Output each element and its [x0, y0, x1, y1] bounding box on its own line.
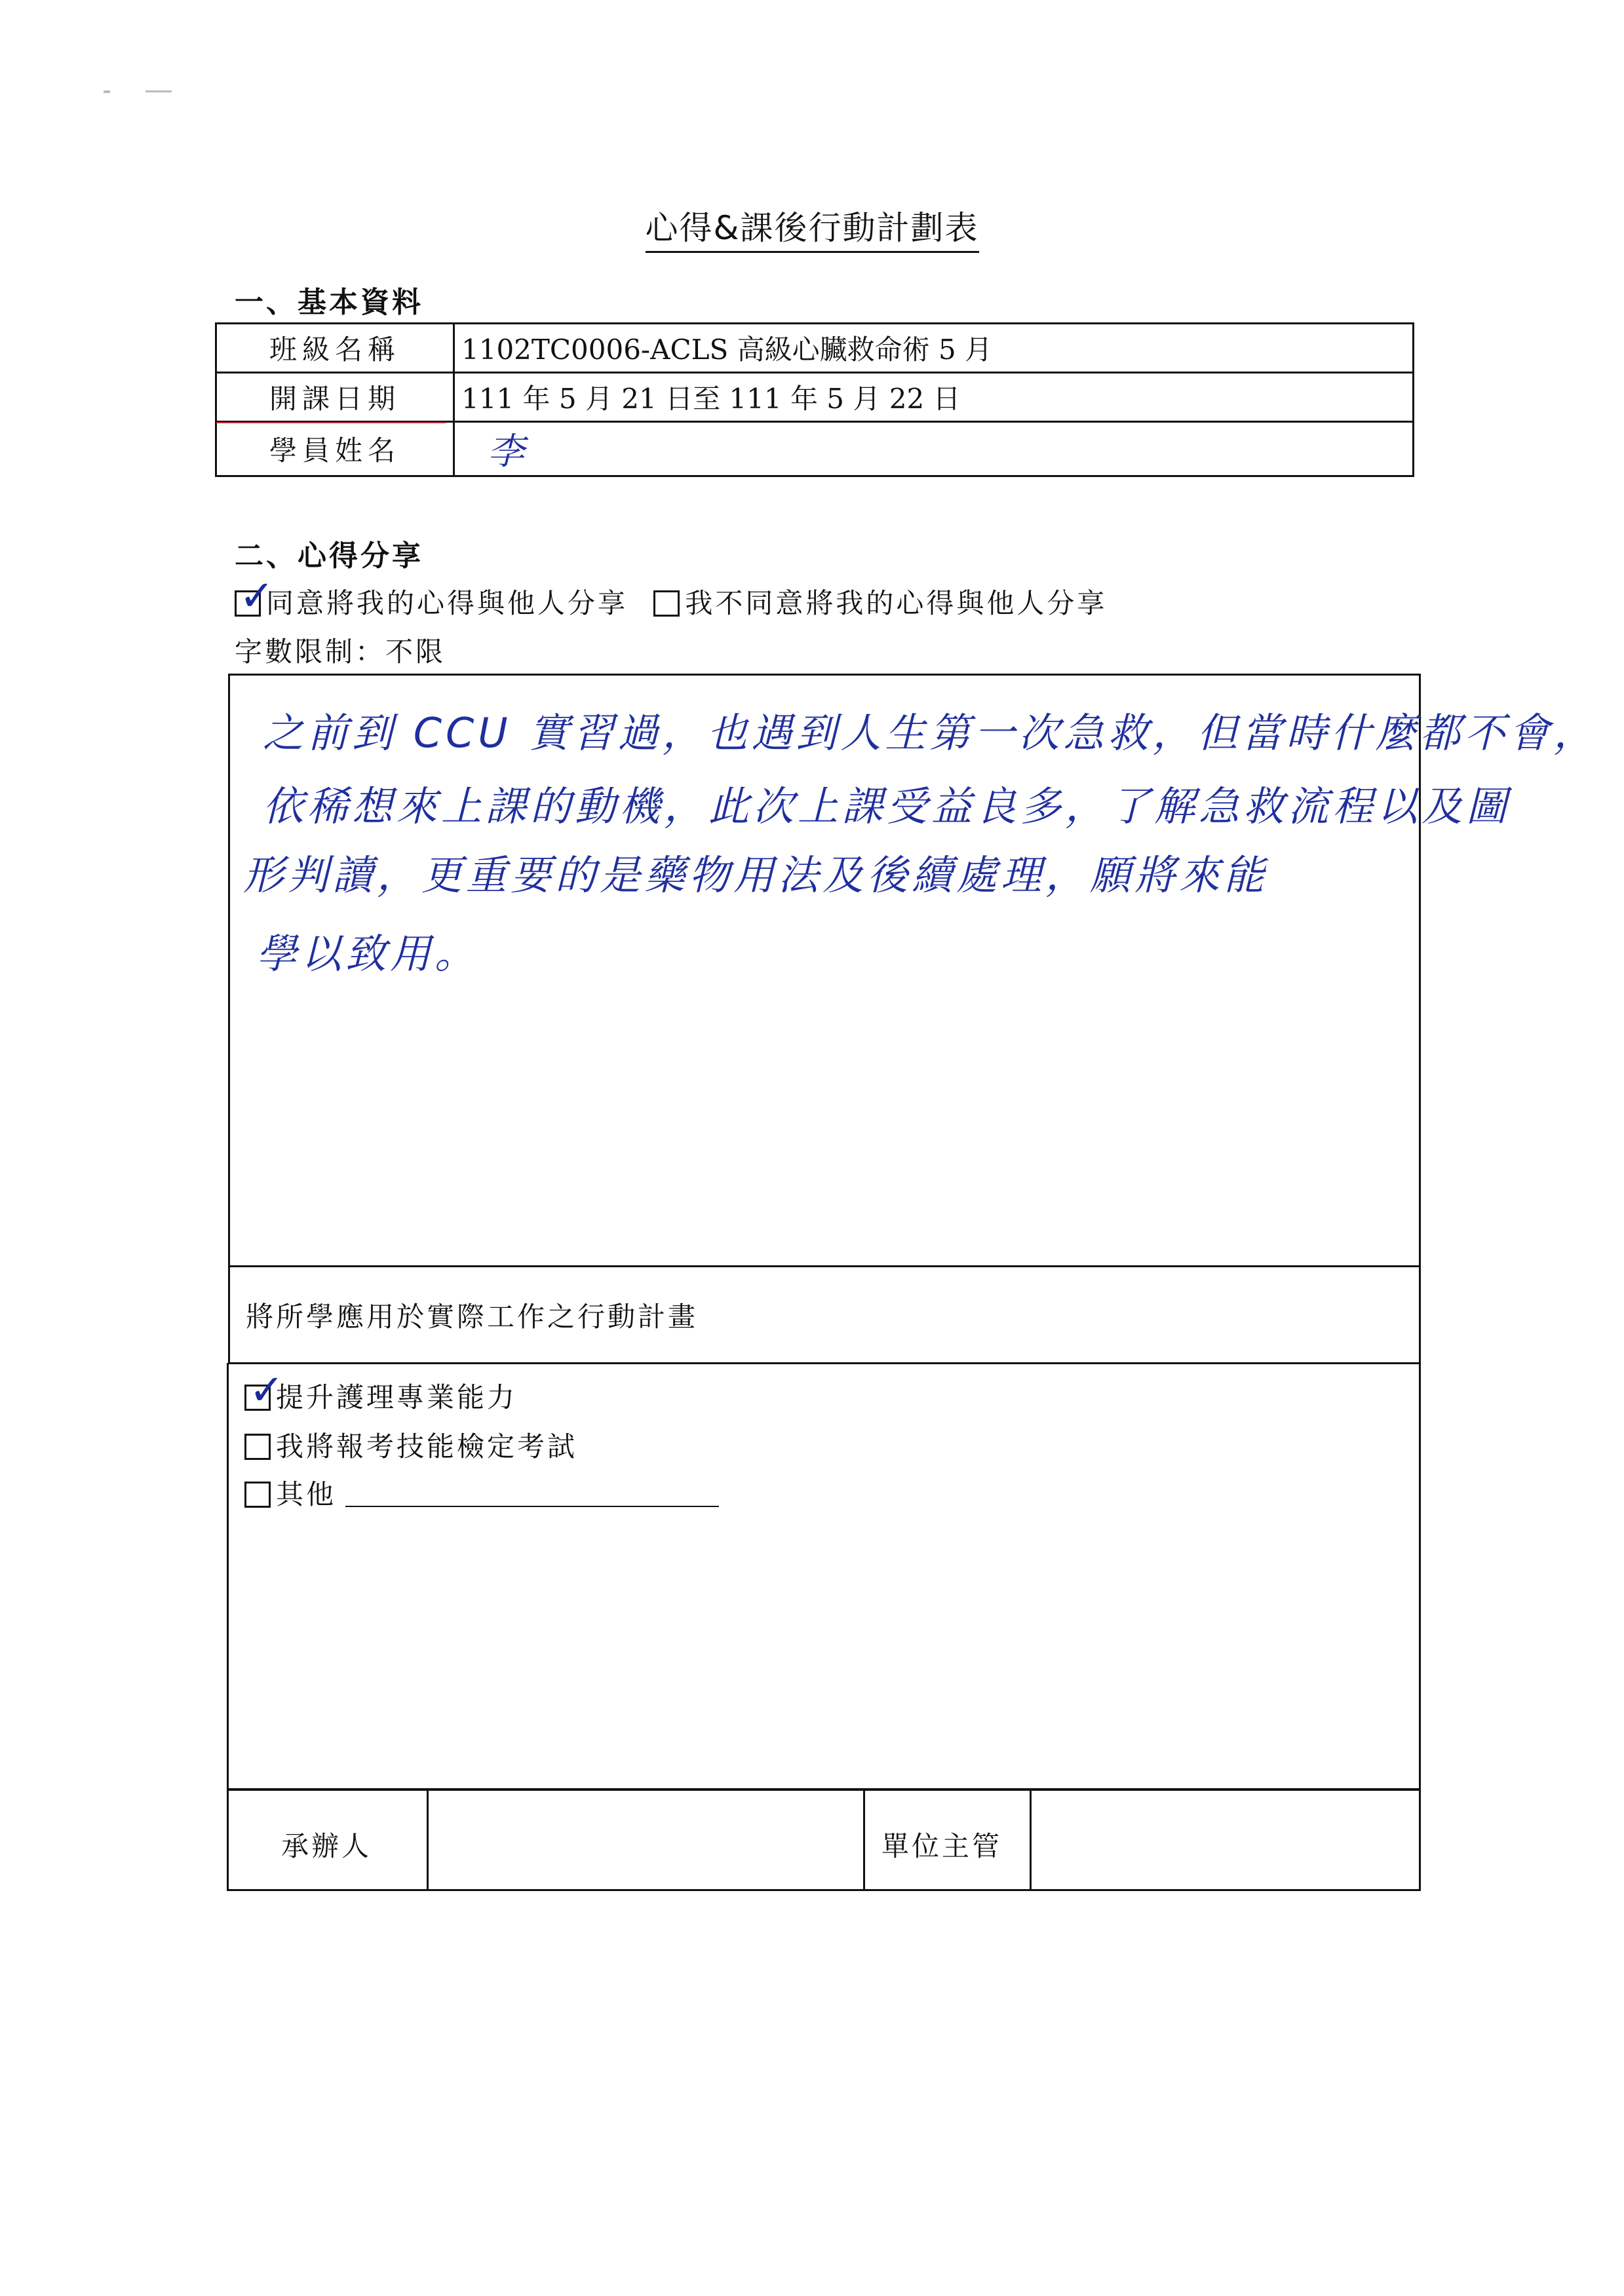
scan-mark: [104, 90, 110, 93]
other-fill-line: [345, 1506, 719, 1507]
divider: [427, 1791, 429, 1890]
student-name-value: [454, 422, 1414, 476]
page-title: 心得&課後行動計劃表: [0, 202, 1624, 249]
word-limit-text: 字數限制：不限: [235, 636, 446, 668]
handwritten-line: 學以致用。: [256, 930, 480, 978]
reflection-box: [228, 674, 1598, 1267]
option-row: [244, 1366, 518, 1415]
red-underline: [216, 422, 446, 423]
scan-mark: [145, 90, 172, 92]
option-label: 我將報考技能檢定考試: [276, 1430, 578, 1463]
basic-info-table: [215, 322, 1414, 477]
agree-checkbox[interactable]: [235, 572, 277, 621]
course-date-value: 111 年 5 月 21 日至 111 年 5 月 22 日: [454, 373, 1414, 422]
option-checkbox-exam[interactable]: [244, 1434, 271, 1460]
disagree-checkbox[interactable]: [653, 590, 680, 617]
option-label: 其他: [276, 1478, 337, 1510]
action-plan-heading: 將所學應用於實際工作之行動計畫: [246, 1301, 699, 1333]
share-consent-row: [235, 572, 1108, 621]
option-row: [244, 1425, 577, 1464]
course-date-label: 開課日期: [216, 373, 454, 422]
disagree-label: 我不同意將我的心得與他人分享: [685, 587, 1108, 619]
action-plan-header: [228, 1266, 1421, 1364]
table-row: [216, 324, 1414, 373]
option-label: 提升護理專業能力: [276, 1381, 518, 1413]
student-name-label: 學員姓名: [216, 422, 454, 476]
table-row: [216, 422, 1414, 476]
option-checkbox-other[interactable]: [244, 1482, 271, 1508]
option-row: [244, 1473, 336, 1512]
check-mark-icon: ✓: [249, 1366, 287, 1415]
table-row: [216, 373, 1414, 422]
check-mark-icon: ✓: [239, 572, 277, 621]
divider: [1030, 1791, 1032, 1890]
supervisor-label: 單位主管: [881, 1830, 1003, 1862]
class-name-value: 1102TC0006-ACLS 高級心臟救命術 5 月: [454, 324, 1414, 373]
agree-label: 同意將我的心得與他人分享: [266, 587, 628, 619]
handwritten-line: 形判讀，更重要的是藥物用法及後續處理，願將來能: [243, 851, 1269, 899]
option-checkbox-professional[interactable]: [244, 1366, 287, 1415]
divider: [863, 1791, 865, 1890]
section-basic-info-heading: 一、基本資料: [235, 286, 423, 319]
handwritten-line: 依稀想來上課的動機，此次上課受益良多，了解急救流程以及圖: [263, 782, 1511, 830]
class-name-label: 班級名稱: [216, 324, 454, 373]
signoff-row: [227, 1789, 1421, 1891]
handler-label: 承辦人: [281, 1830, 372, 1862]
action-plan-body: [227, 1363, 1421, 1790]
handwritten-line: 之前到 CCU 實習過，也遇到人生第一次急救，但當時什麼都不會，: [263, 709, 1598, 757]
section-reflection-heading: 二、心得分享: [235, 539, 423, 573]
student-name-handwriting: 李: [488, 430, 528, 473]
